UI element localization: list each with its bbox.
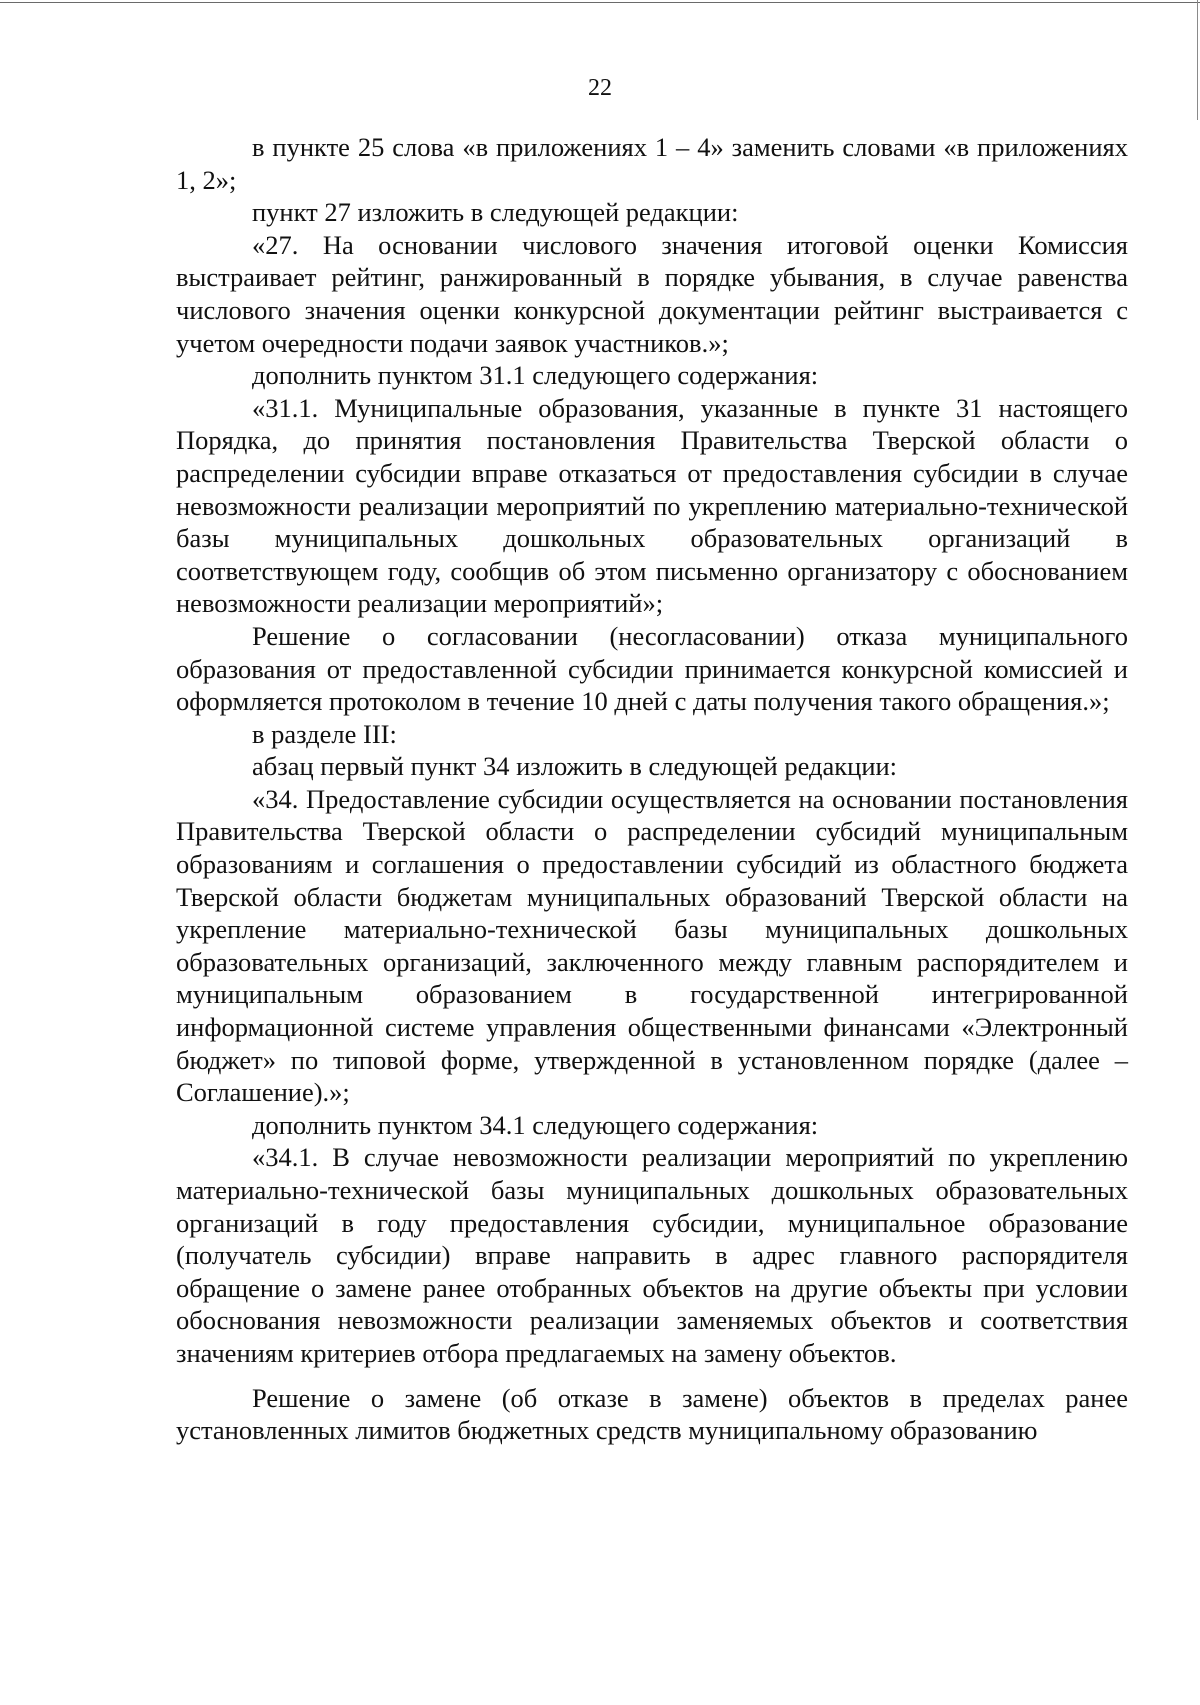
scan-right-edge-line [1197, 0, 1198, 120]
paragraph-point-34-1-text: «34.1. В случае невозможности реализации мероприятий по укреплению материально-технической базы муниципальных дошкольных образовательных организаций в году предоставления субсидии, муниципальное образование (получатель субсидии) вправе направить в адрес главного распорядителя обращение о замене ранее отобранных объектов на другие объекты при условии обоснования невозможности реализации заменяемых объектов и соответствия значениям критериев отбора предлагаемых на замену объектов. [176, 1142, 1128, 1368]
paragraph-replacement-decision: Решение о замене (об отказе в замене) объектов в пределах ранее установленных лимитов бюджетных средств муниципальному образованию [176, 1382, 1128, 1446]
paragraph-point-27-intro: пункт 27 изложить в следующей редакции: [252, 197, 739, 228]
paragraph-point-34-text: «34. Предоставление субсидии осуществляется на основании постановления Правительства Тверской области о распределении субсидий муниципальным образованиям и соглашения о предоставлении субсидий из областного бюджета Тверской области бюджетам муниципальных образований Тверской области на укрепление материально-технической базы муниципальных дошкольных образовательных организаций, заключенного между главным распорядителем и муниципальным образованием в государственной интегрированной информационной системе управления общественными финансами «Электронный бюджет» по типовой форме, утвержденной в установленном порядке (далее – Соглашение).»; [176, 783, 1128, 1108]
paragraph-refusal-decision: Решение о согласовании (несогласовании) отказа муниципального образования от предоставленной субсидии принимается конкурсной комиссией и оформляется протоколом в течение 10 дней с даты получения такого обращения.»; [176, 620, 1128, 717]
paragraph-point-31-1-intro: дополнить пунктом 31.1 следующего содержания: [252, 360, 819, 391]
paragraph-point-34-intro: абзац первый пункт 34 изложить в следующей редакции: [252, 751, 898, 782]
scan-top-edge-line [0, 2, 1200, 3]
page-number: 22 [588, 75, 612, 101]
paragraph-point-31-1-text: «31.1. Муниципальные образования, указанные в пункте 31 настоящего Порядка, до принятия постановления Правительства Тверской области о распределении субсидии вправе отказаться от предоставления субсидии в случае невозможности реализации мероприятий по укреплению материально-технической базы муниципальных дошкольных образовательных организаций в соответствующем году, сообщив об этом письменно организатору с обоснованием невозможности реализации мероприятий»; [176, 392, 1128, 619]
document-body [176, 131, 1128, 1447]
paragraph-amend-point-25: в пункте 25 слова «в приложениях 1 – 4» заменить словами «в приложениях 1, 2»; [176, 132, 1128, 195]
paragraph-section-3-intro: в разделе III: [252, 718, 397, 749]
paragraph-point-27-text: «27. На основании числового значения итоговой оценки Комиссия выстраивает рейтинг, ранжированный в порядке убывания, в случае равенства числового значения оценки конкурсной документации рейтинг выстраивается с учетом очередности подачи заявок участников.»; [176, 229, 1128, 358]
paragraph-point-34-1-intro: дополнить пунктом 34.1 следующего содержания: [252, 1109, 819, 1140]
